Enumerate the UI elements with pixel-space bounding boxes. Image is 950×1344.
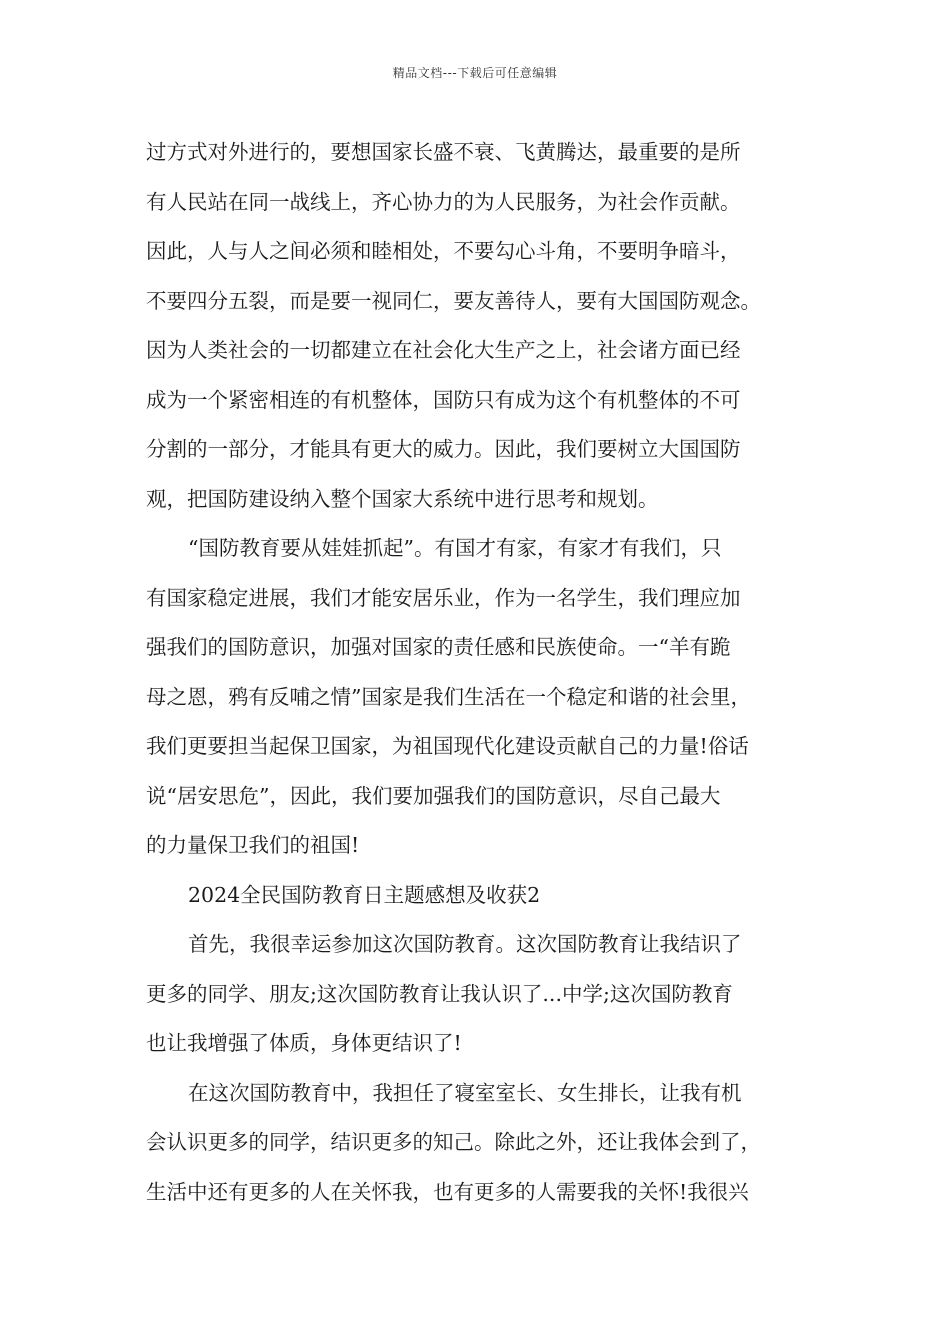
paragraph-line: 说“居安思危”，因此，我们要加强我们的国防意识，尽自己最大 <box>146 783 721 808</box>
paragraph-line: 母之恩，鸦有反哺之情”国家是我们生活在一个稳定和谐的社会里， <box>146 684 751 709</box>
paragraph-line: 有国家稳定进展，我们才能安居乐业，作为一名学生，我们理应加 <box>146 585 741 610</box>
paragraph-line: 我们更要担当起保卫国家，为祖国现代化建设贡献自己的力量!俗话 <box>146 734 749 758</box>
paragraph-line: 有人民站在同一战线上，齐心协力的为人民服务，为社会作贡献。 <box>146 189 741 214</box>
paragraph-line: 因此，人与人之间必须和睦相处，不要勾心斗角，不要明争暗斗， <box>146 239 741 263</box>
paragraph-line: 也让我增强了体质，身体更结识了! <box>146 1031 462 1055</box>
paragraph-line: 分割的一部分，才能具有更大的威力。因此，我们要树立大国国防 <box>146 437 741 461</box>
paragraph-line: 会认识更多的同学，结识更多的知己。除此之外，还让我体会到了， <box>146 1130 761 1154</box>
paragraph-line: 生活中还有更多的人在关怀我，也有更多的人需要我的关怀!我很兴 <box>146 1179 749 1204</box>
document-body <box>146 128 826 1217</box>
paragraph-line: 在这次国防教育中，我担任了寝室室长、女生排长，让我有机 <box>188 1080 742 1105</box>
paragraph-line: 观，把国防建设纳入整个国家大系统中进行思考和规划。 <box>146 486 659 511</box>
paragraph-line: 因为人类社会的一切都建立在社会化大生产之上，社会诸方面已经 <box>146 338 741 362</box>
section-heading: 2024全民国防教育日主题感想及收获2 <box>188 882 541 907</box>
paragraph-line: 强我们的国防意识，加强对国家的责任感和民族使命。一“羊有跪 <box>146 635 731 659</box>
paragraph-line: 成为一个紧密相连的有机整体，国防只有成为这个有机整体的不可 <box>146 387 741 412</box>
paragraph-line: 更多的同学、朋友;这次国防教育让我认识了...中学;这次国防教育 <box>146 981 733 1006</box>
paragraph-line: 首先，我很幸运参加这次国防教育。这次国防教育让我结识了 <box>188 932 742 956</box>
paragraph-line: 的力量保卫我们的祖国! <box>146 833 360 857</box>
paragraph-line: 不要四分五裂，而是要一视同仁，要友善待人，要有大国国防观念。 <box>146 288 761 313</box>
paragraph-line: “国防教育要从娃娃抓起”。有国才有家，有家才有我们，只 <box>188 536 722 560</box>
page-header: 精品文档---下载后可任意编辑 <box>392 66 558 80</box>
paragraph-line: 过方式对外进行的，要想国家长盛不衰、飞黄腾达，最重要的是所 <box>146 140 741 164</box>
